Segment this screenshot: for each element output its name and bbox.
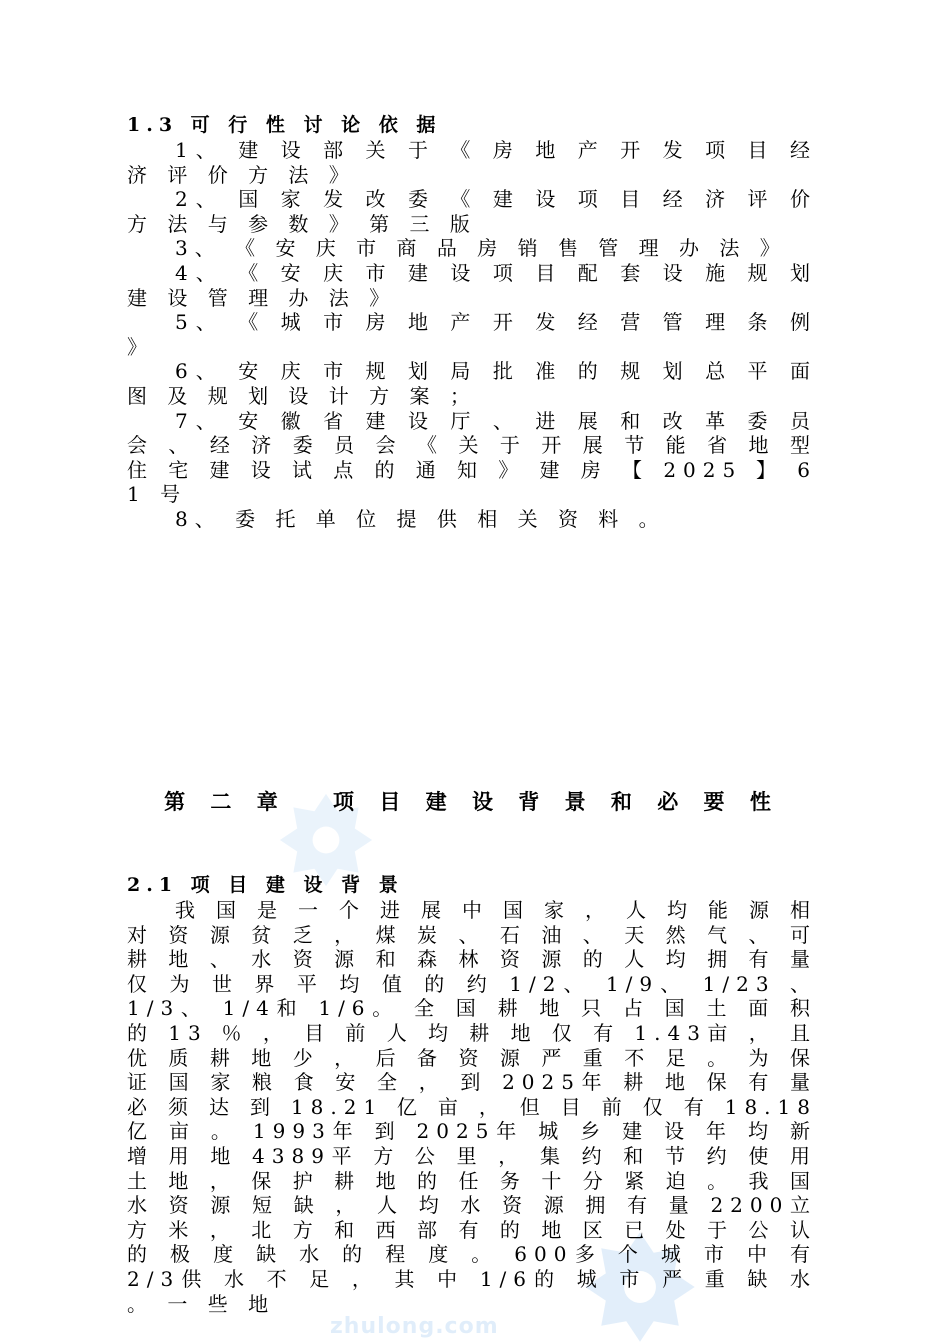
basis-item-7: 7、 安 徽 省 建 设 厅 、 进 展 和 改 革 委 员 会 、 经 济 委 员 会 《 关 于 开 展 节 能 省 地 型 住 宅 建 设 试 点 的 通 知 》 建 房 【 2025 】 61 号	[127, 408, 817, 507]
basis-item-2: 2、 国 家 发 改 委 《 建 设 项 目 经 济 评 价 方 法 与 参 数 》 第 三 版	[127, 187, 817, 236]
basis-item-8: 8、 委 托 单 位 提 供 相 关 资 料 。	[175, 506, 666, 531]
basis-item-5: 5、 《 城 市 房 地 产 开 发 经 营 管 理 条 例 》	[127, 310, 817, 359]
background-paragraph: 我 国 是 一 个 进 展 中 国 家 ， 人 均 能 源 相 对 资 源 贫 乏 ， 煤 炭 、 石 油 、 天 然 气 、 可 耕 地 、 水 资 源 和 森 林 资 源 的 人 均 拥 有 量 仅 为 世 界 平 均 值 的 约 1/2、 1/9、 1/23 、 1/3、 1/4和 1/6。 全 国 耕 地 只 占 国 土 面 积 的 13 ％ ， 目 前 人 均 耕 地 仅 有 1.43亩 ， 且 优 质 耕 地 少 ， 后 备 资 源 严 重 不 足 。 为 保 证 国 家 粮 食 安 全 ， 到 2025年 耕 地 保 有 量 必 须 达 到 18.21 亿 亩 ， 但 目 前 仅 有 18.18 亿 亩 。 1993年 到 2025年 城 乡 建 设 年 均 新 增 用 地 4389平 方 公 里 ， 集 约 和 节 约 使 用 土 地 ， 保 护 耕 地 的 任 务 十 分 紧 迫 。 我 国 水 资 源 短 缺 ， 人 均 水 资 源 拥 有 量 2200立 方 米 ， 北 方 和 西 部 有 的 地 区 已 处 于 公 认 的 极 度 缺 水 的 程 度 。 600多 个 城 市 中 有 2/3供 水 不 足 ， 其 中 1/6的 城 市 严 重 缺 水 。 一 些 地	[127, 898, 817, 1316]
section-2-1	[127, 873, 817, 1316]
section-1-3-heading: 1.3 可 行 性 讨 论 依 据	[127, 114, 442, 136]
basis-item-6: 6、 安 庆 市 规 划 局 批 准 的 规 划 总 平 面 图 及 规 划 设 计 方 案 ；	[127, 359, 817, 408]
watermark-text: zhulong.com	[330, 1314, 499, 1339]
basis-item-1: 1、 建 设 部 关 于 《 房 地 产 开 发 项 目 经 济 评 价 方 法 》	[127, 138, 817, 187]
section-2-1-heading: 2.1 项 目 建 设 背 景	[127, 874, 404, 896]
basis-item-4: 4、 《 安 庆 市 建 设 项 目 配 套 设 施 规 划 建 设 管 理 办 法 》	[127, 260, 817, 310]
chapter-title: 第 二 章 项 目 建 设 背 景 和 必 要 性	[164, 789, 780, 814]
basis-item-3: 3、 《 安 庆 市 商 品 房 销 售 管 理 办 法 》	[175, 236, 787, 261]
section-1-3	[127, 113, 817, 532]
